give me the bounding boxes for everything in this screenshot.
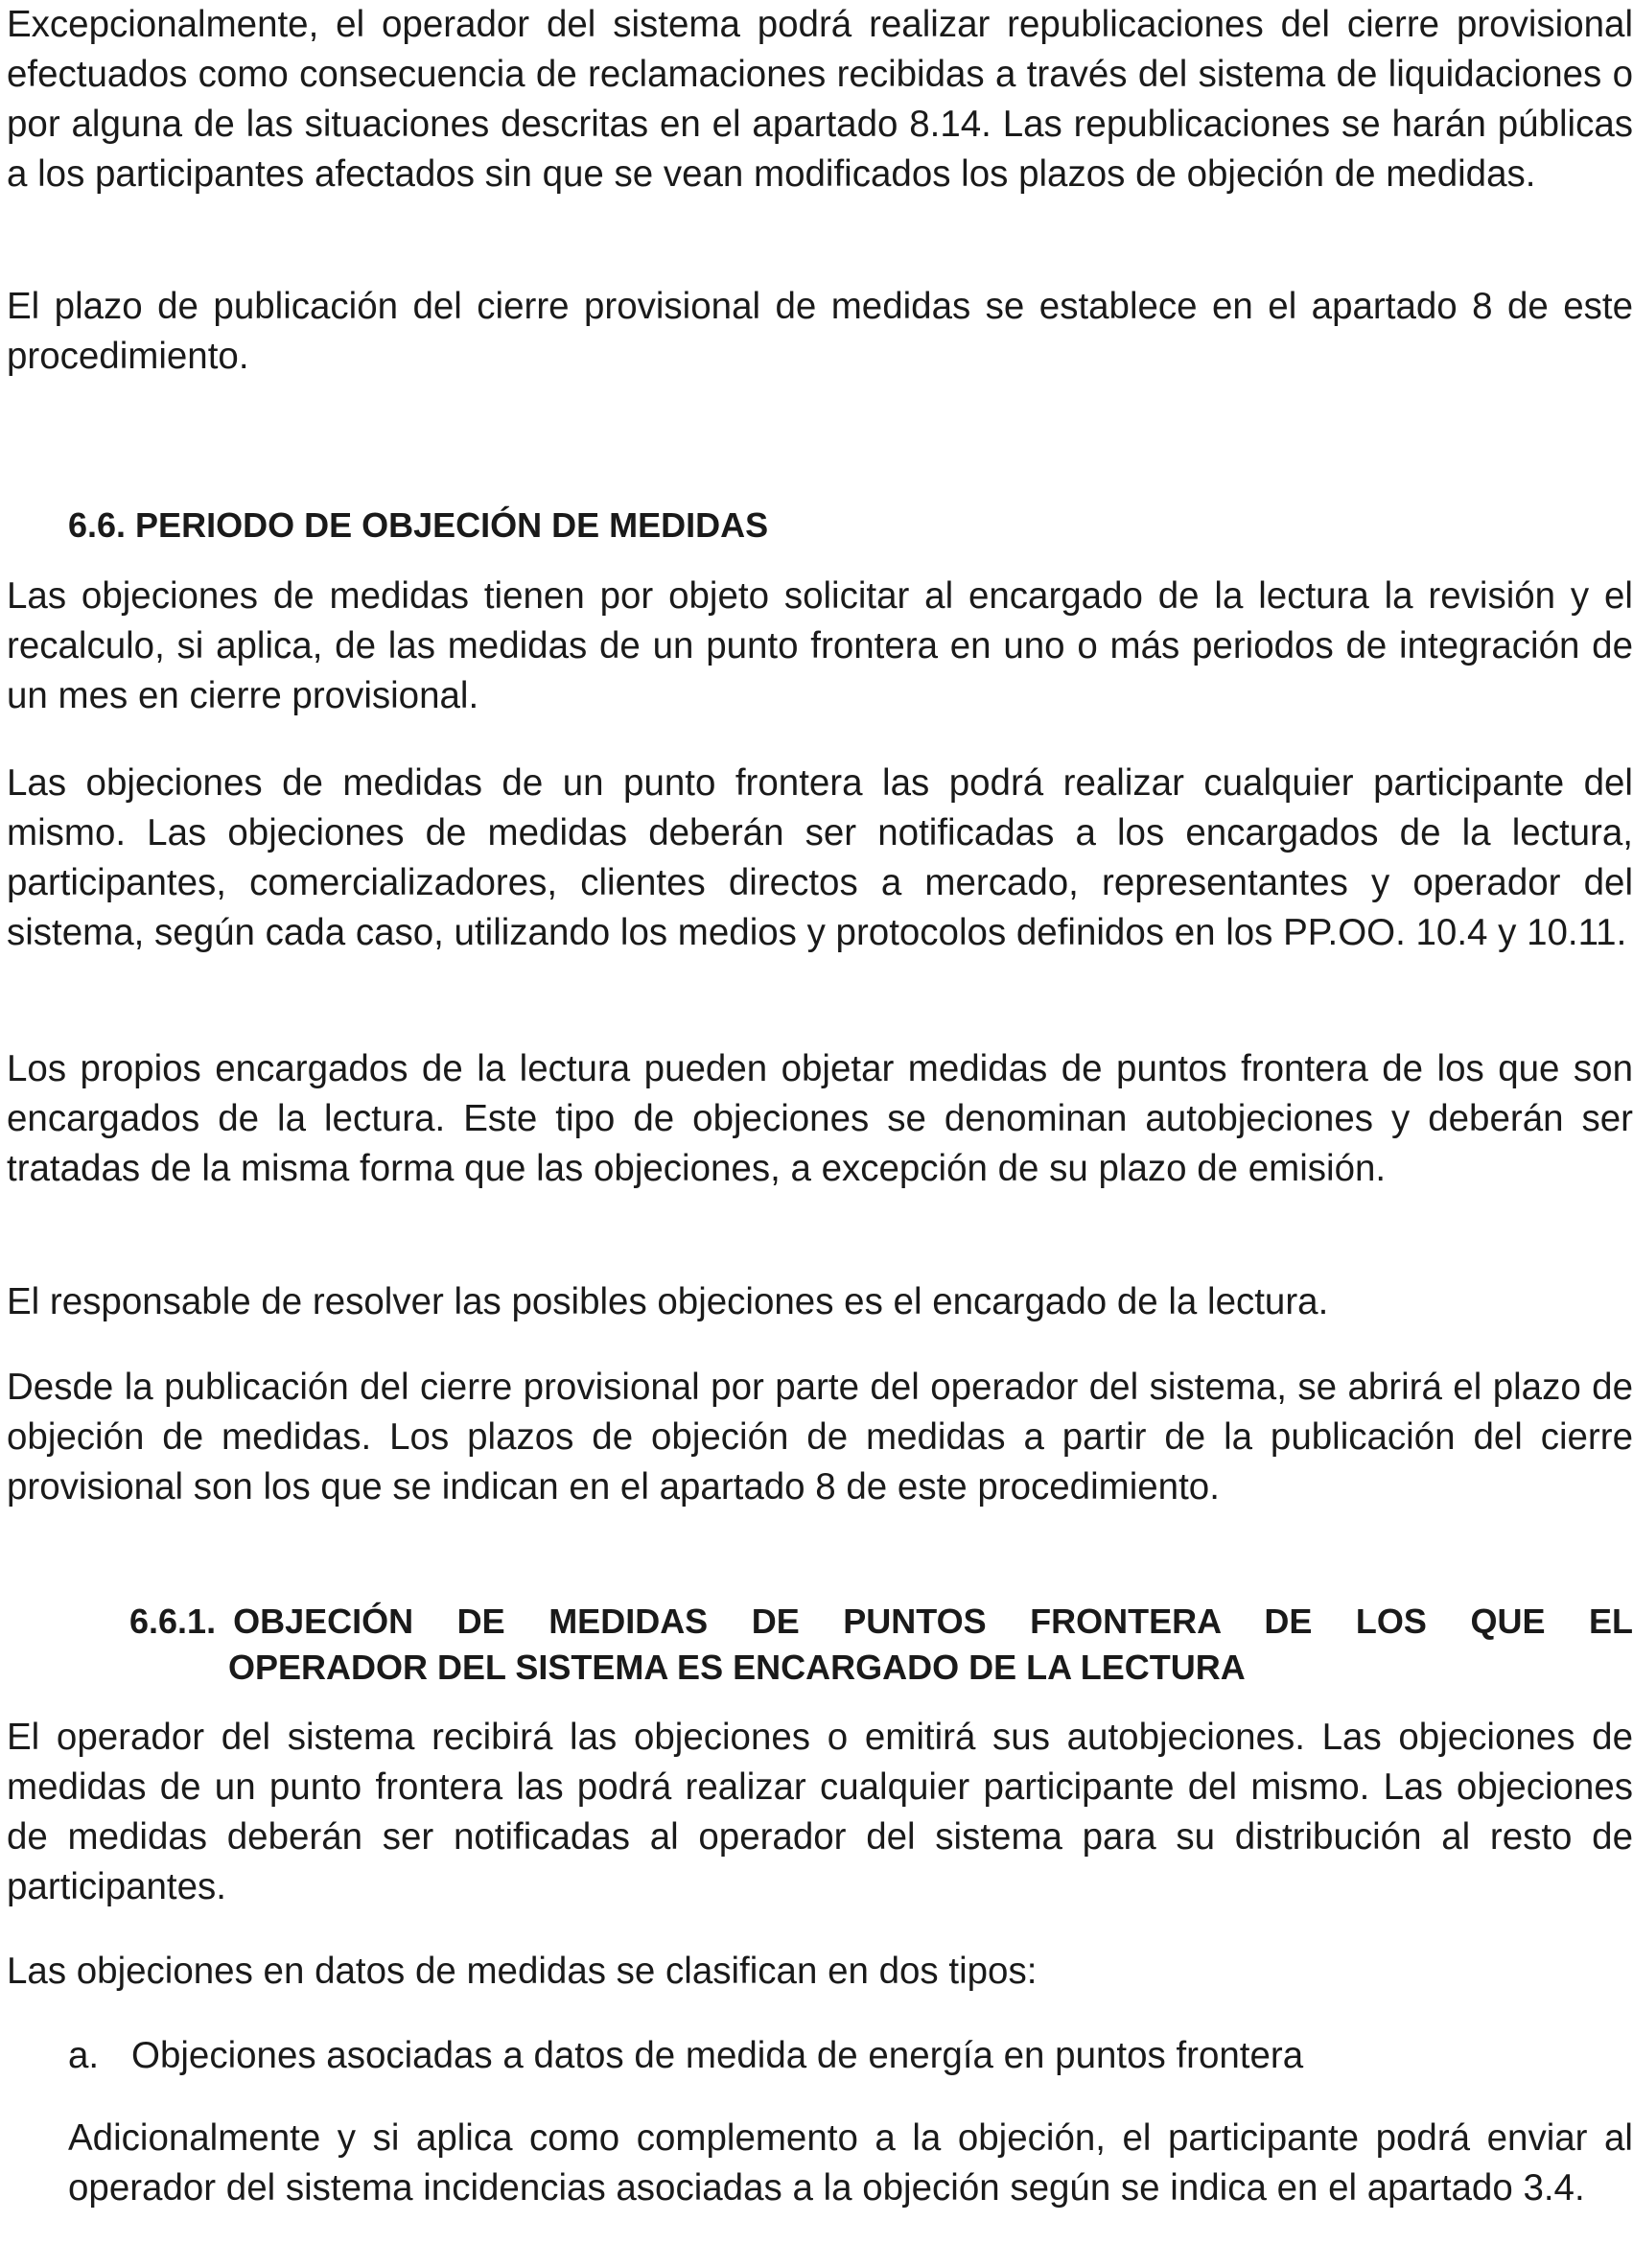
paragraph-republicaciones: Excepcionalmente, el operador del sistema podrá realizar republicaciones del cierre provisional efectuados como consecuencia de reclamaciones recibidas a través del sistema de liquidaciones o por alguna de las situaciones descritas en el apartado 8.14. Las republicaciones se harán públicas a los participantes afectados sin que se vean modificados los plazos de objeción de medidas.	[7, 4, 1633, 195]
paragraph-responsable: El responsable de resolver las posibles objeciones es el encargado de la lectura.	[7, 1281, 1329, 1322]
section-heading-6-6: 6.6. PERIODO DE OBJECIÓN DE MEDIDAS	[68, 505, 769, 545]
paragraph-plazo-publicacion: El plazo de publicación del cierre provisional de medidas se establece en el apartado 8 de este procedimiento.	[7, 286, 1633, 377]
heading-line-1: OBJECIÓN DE MEDIDAS DE PUNTOS FRONTERA DE LOS QUE EL	[233, 1602, 1633, 1641]
list-item-text: Objeciones asociadas a datos de medida de energía en puntos frontera	[131, 2035, 1304, 2076]
section-heading-6-6-1	[129, 1599, 1633, 1691]
list-marker: a.	[68, 2035, 100, 2076]
paragraph-objeciones-participantes: Las objeciones de medidas de un punto frontera las podrá realizar cualquier participante del mismo. Las objeciones de medidas deberán ser notificadas a los encargados de la lectura, participantes, comercializadores, clientes directos a mercado, representantes y operador del sistema, según cada caso, utilizando los medios y protocolos definidos en los PP.OO. 10.4 y 10.11.	[7, 762, 1633, 953]
paragraph-objeciones-objeto: Las objeciones de medidas tienen por objeto solicitar al encargado de la lectura la revisión y el recalculo, si aplica, de las medidas de un punto frontera en uno o más periodos de integración de un mes en cierre provisional.	[7, 575, 1633, 716]
paragraph-clasificacion: Las objeciones en datos de medidas se clasifican en dos tipos:	[7, 1951, 1038, 1992]
heading-line-2: OPERADOR DEL SISTEMA ES ENCARGADO DE LA LECTURA	[228, 1648, 1246, 1687]
paragraph-autobjeciones: Los propios encargados de la lectura pueden objetar medidas de puntos frontera de los que son encargados de la lectura. Este tipo de objeciones se denominan autobjeciones y deberán ser tratadas de la misma forma que las objeciones, a excepción de su plazo de emisión.	[7, 1048, 1633, 1189]
heading-number: 6.6.1.	[129, 1602, 217, 1641]
paragraph-adicionalmente: Adicionalmente y si aplica como complemento a la objeción, el participante podrá enviar al operador del sistema incidencias asociadas a la objeción según se indica en el apartado 3.4.	[68, 2117, 1633, 2209]
list-item-a	[68, 2031, 1303, 2081]
paragraph-operador-recibira: El operador del sistema recibirá las objeciones o emitirá sus autobjeciones. Las objeciones de medidas de un punto frontera las podrá realizar cualquier participante del mismo. Las objeciones de medidas deberán ser notificadas al operador del sistema para su distribución al resto de participantes.	[7, 1717, 1633, 1907]
paragraph-plazos-objecion: Desde la publicación del cierre provisional por parte del operador del sistema, se abrirá el plazo de objeción de medidas. Los plazos de objeción de medidas a partir de la publicación del cierre provisional son los que se indican en el apartado 8 de este procedimiento.	[7, 1367, 1633, 1508]
